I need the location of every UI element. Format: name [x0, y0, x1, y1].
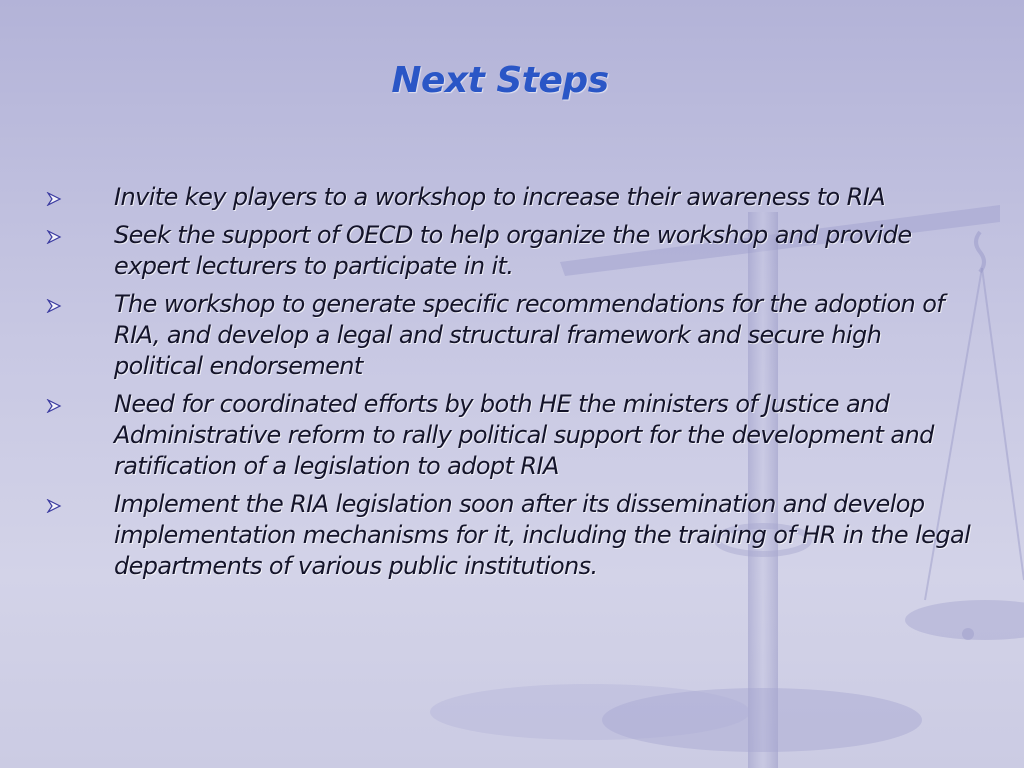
bullet-text: Seek the support of OECD to help organize the workshop and provide expert lecturers to participate in it. [114, 221, 912, 280]
bullet-text: Implement the RIA legislation soon after its dissemination and develop implementation mechanisms for it, including the training of HR in the legal departments of various public institutions. [114, 490, 971, 580]
bullet-item-1 [44, 182, 974, 213]
bullet-item-2 [44, 220, 974, 282]
bullet-text: Invite key players to a workshop to increase their awareness to RIA [114, 183, 886, 211]
bullet-list [44, 182, 974, 589]
slide-title: Next Steps [391, 60, 609, 101]
arrow-bullet-icon [46, 192, 62, 206]
bullet-text: Need for coordinated efforts by both HE the ministers of Justice and Administrative reform to rally political support for the development and ratification of a legislation to adopt RIA [114, 390, 934, 480]
bullet-item-4 [44, 389, 974, 482]
arrow-bullet-icon [46, 499, 62, 513]
bullet-text: The workshop to generate specific recommendations for the adoption of RIA, and develop a legal and structural framework and secure high political endorsement [114, 290, 945, 380]
arrow-bullet-icon [46, 399, 62, 413]
bullet-item-5 [44, 489, 974, 582]
bullet-item-3 [44, 289, 974, 382]
arrow-bullet-icon [46, 230, 62, 244]
arrow-bullet-icon [46, 299, 62, 313]
